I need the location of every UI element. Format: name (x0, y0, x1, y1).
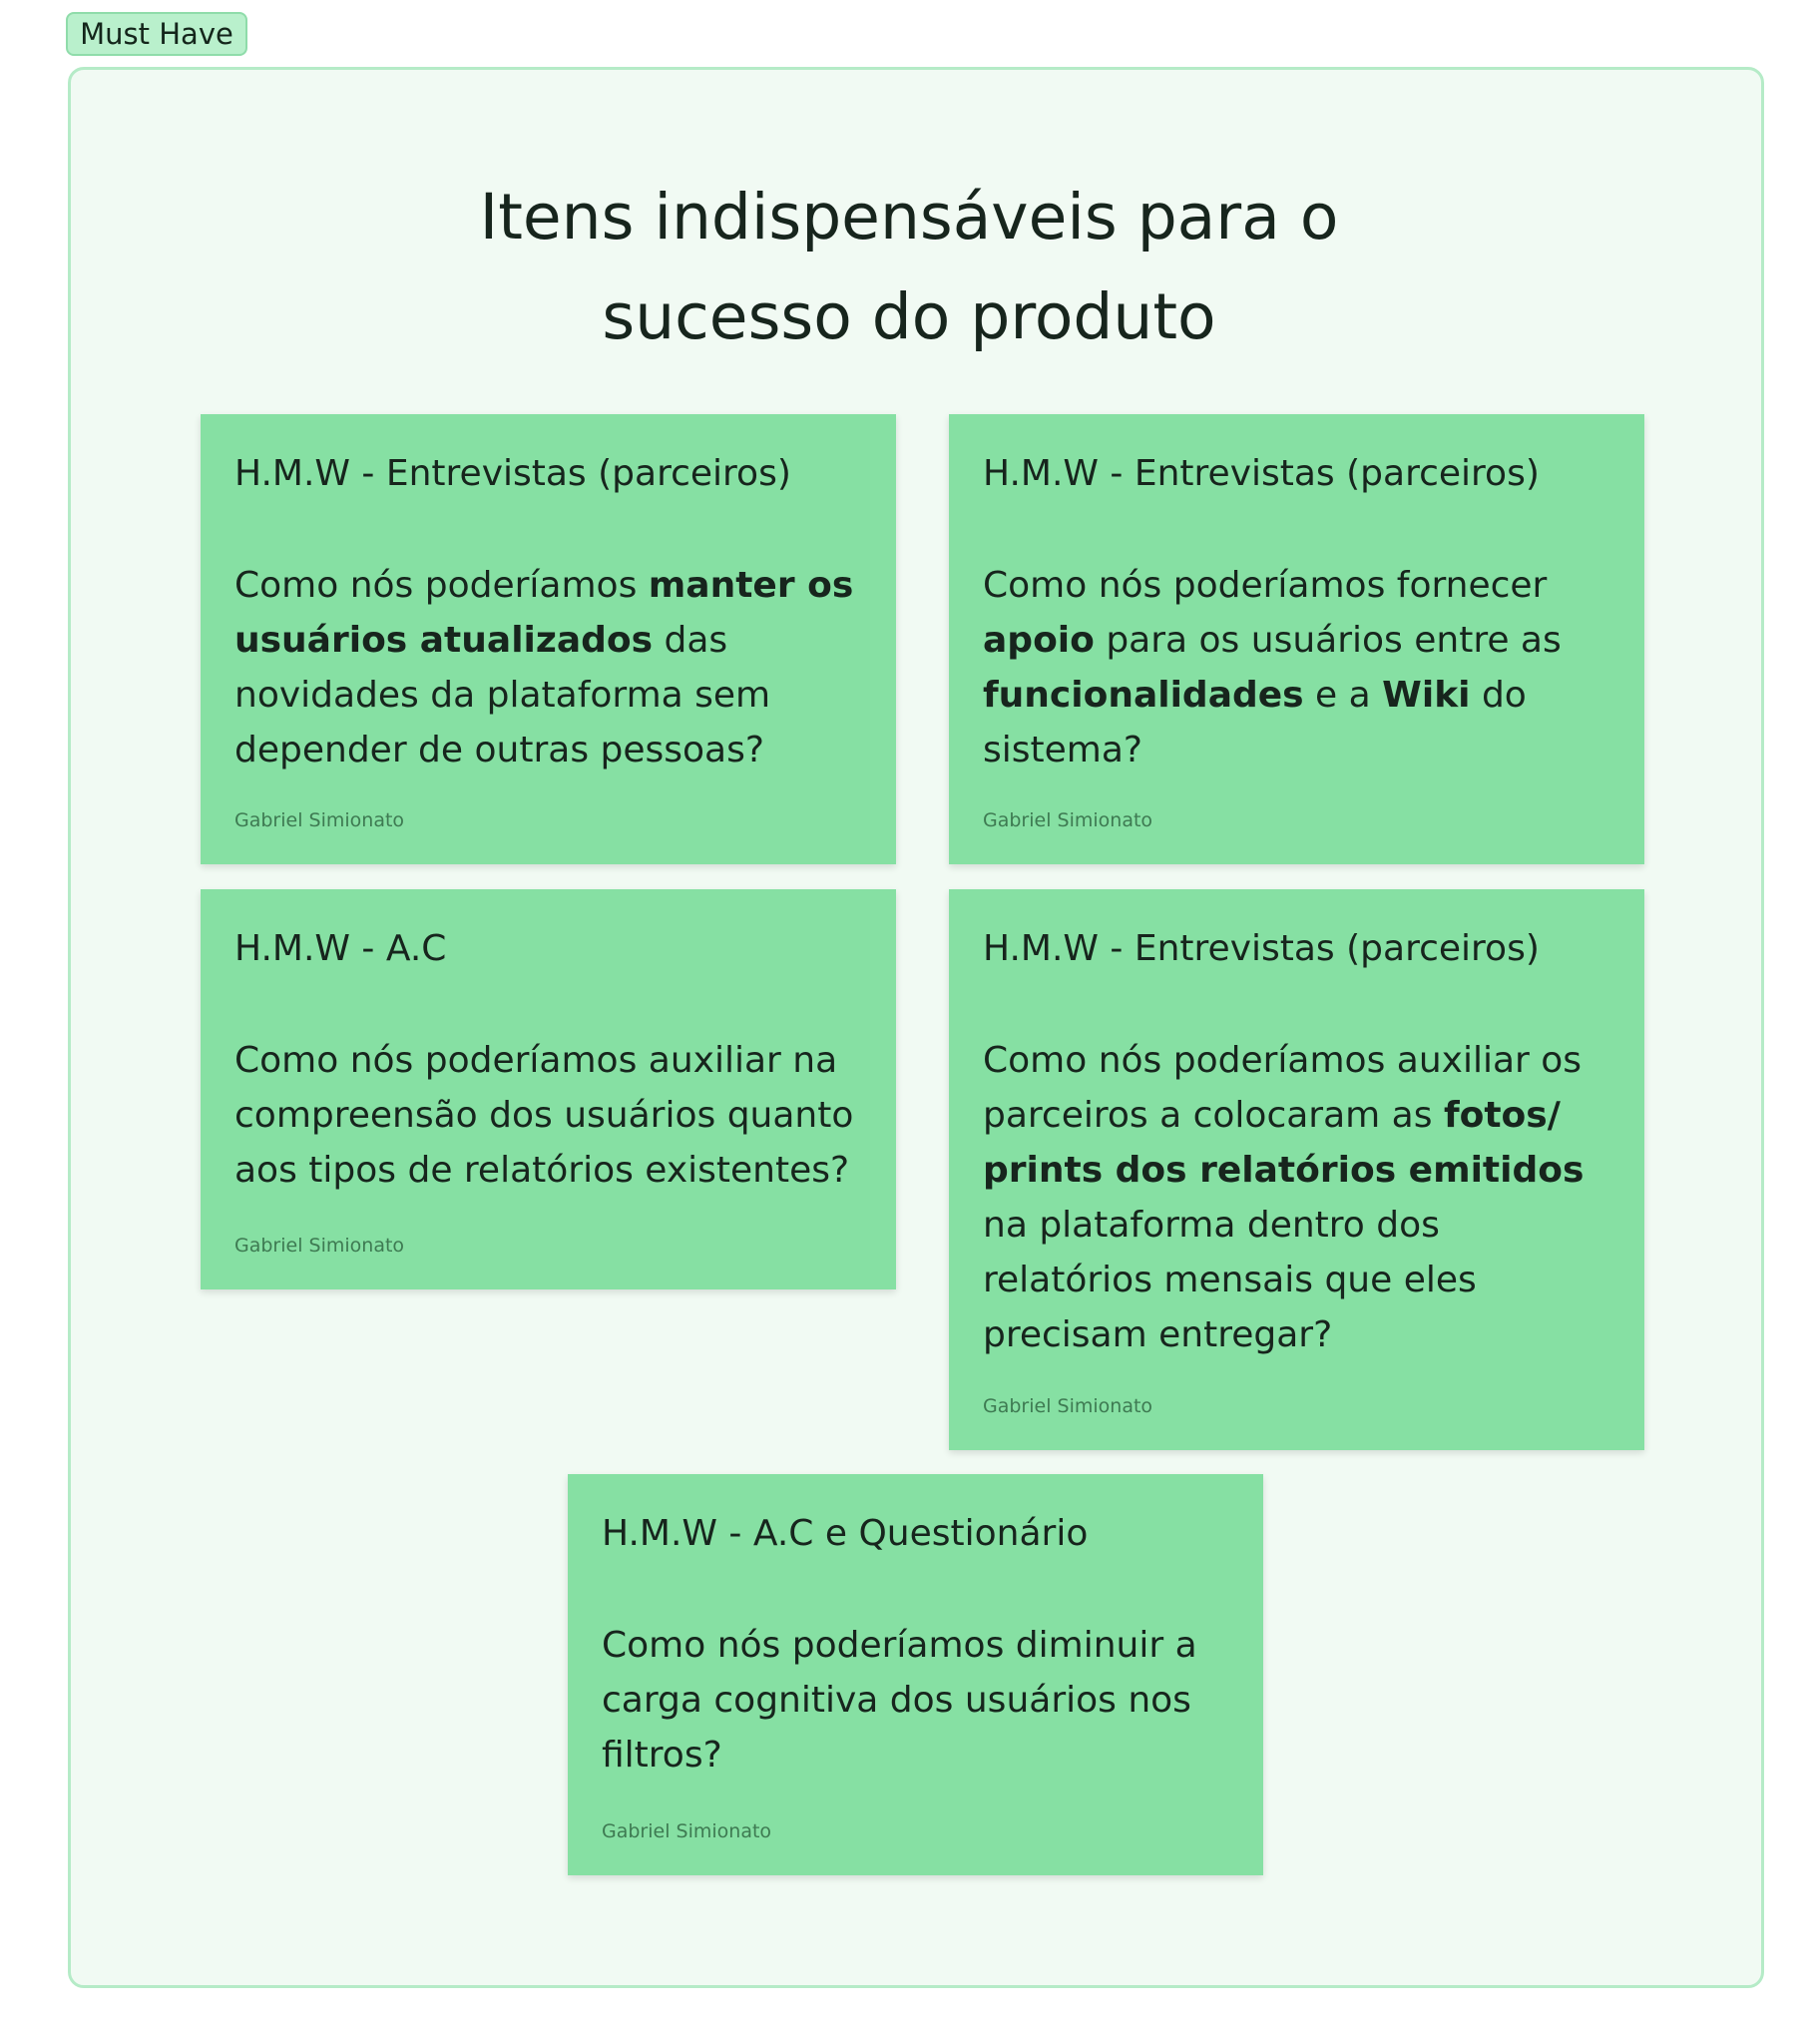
sticky-note-title: H.M.W - A.C e Questionário (602, 1513, 1089, 1554)
sticky-note-title: H.M.W - Entrevistas (parceiros) (983, 928, 1540, 969)
section-tag[interactable]: Must Have (66, 12, 247, 56)
section-title-line-2: sucesso do produto (602, 280, 1216, 353)
sticky-note-title: H.M.W - A.C (234, 928, 447, 969)
sticky-note[interactable] (201, 889, 896, 1289)
section-title-line-1: Itens indispensáveis para o (479, 181, 1339, 254)
sticky-note[interactable] (949, 889, 1644, 1450)
section-title (0, 168, 1818, 367)
sticky-note-body: Como nós poderíamos fornecer apoio para os usuários entre as funcionalidades e a Wiki do sistema? (983, 565, 1562, 770)
sticky-note-author: Gabriel Simionato (602, 1820, 772, 1842)
sticky-note-title: H.M.W - Entrevistas (parceiros) (983, 453, 1540, 494)
sticky-note-author: Gabriel Simionato (234, 809, 405, 831)
sticky-note-author: Gabriel Simionato (983, 1395, 1153, 1417)
sticky-note[interactable] (949, 414, 1644, 864)
sticky-note-author: Gabriel Simionato (983, 809, 1153, 831)
sticky-note-body: Como nós poderíamos auxiliar na compreensão dos usuários quanto aos tipos de relatórios existentes? (234, 1040, 854, 1191)
sticky-note-title: H.M.W - Entrevistas (parceiros) (234, 453, 791, 494)
sticky-note[interactable] (568, 1474, 1263, 1875)
sticky-note-body: Como nós poderíamos auxiliar os parceiros a colocaram as fotos/ prints dos relatórios emitidos na plataforma dentro dos relatórios mensais que eles precisam entregar? (983, 1040, 1585, 1355)
sticky-note[interactable] (201, 414, 896, 864)
sticky-note-body: Como nós poderíamos manter os usuários atualizados das novidades da plataforma sem depender de outras pessoas? (234, 565, 854, 770)
sticky-note-author: Gabriel Simionato (234, 1235, 405, 1257)
sticky-note-body: Como nós poderíamos diminuir a carga cognitiva dos usuários nos filtros? (602, 1625, 1197, 1776)
